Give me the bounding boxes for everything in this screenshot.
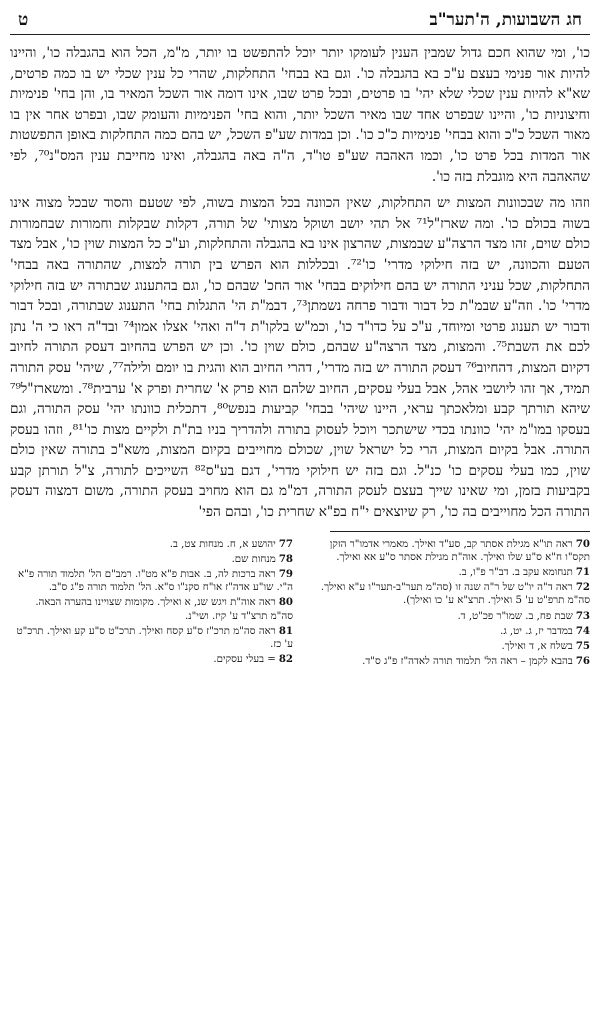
footnote-text: מנחות שם. [231,553,276,565]
footnotes [10,538,590,671]
footnote [10,538,293,551]
footnotes-divider [330,531,590,532]
footnote-number: 72 [575,581,590,594]
footnote-number: 80 [278,596,293,609]
footnote [307,655,590,668]
running-title: חג השבועות, ה'תער"ב [429,10,582,30]
footnote [307,538,590,564]
footnote-number: 75 [575,640,590,653]
footnote [307,610,590,623]
main-text [10,43,590,523]
footnote-text: תנחומא עקב ב. דב"ר פ"ו, ב. [458,567,573,579]
footnote [10,568,293,594]
footnote-number: 71 [575,566,590,579]
page-header [10,8,590,35]
footnote [10,553,293,566]
footnotes-column-left [10,538,293,671]
footnote-number: 82 [278,653,293,666]
footnote-text: ראה ד"ה יו"ט של ר"ה שנה זו (סה"מ תער"ב-תער"ו ע"א ואילך. סה"מ תרפ"ט ע' 5 ואילך. תרצ"א ע' כו ואילך). [320,582,590,607]
page-number: ט [18,10,29,30]
footnote-text: במדבר יז, ג. יט, ג. [500,625,573,637]
footnote-number: 79 [278,568,293,581]
footnote [307,640,590,653]
footnote-text: = בעלי עסקים. [213,654,276,666]
footnote [307,566,590,579]
footnote-text: ראה אוה"ת ויגש שנ, א ואילך. מקומות שצויינו בהערה הבאה. סה"מ תרצ"ד ע' קיז. ושי"נ. [35,597,293,622]
footnote-text: ראה ברכות לה, ב. אבות פ"א מט"ו. רמב"ם הל' תלמוד תורה פ"א ה"י. שו"ע אדה"ז או"ח סקנ"ו ס"א. הל' תלמוד תורה פ"ג ס"ב. [18,569,293,594]
footnote [10,596,293,622]
footnote [10,653,293,666]
footnote-text: ראה סה"מ תרכ"ז ס"ע קסח ואילך. תרכ"ט ס"ע קע ואילך. תרכ"ט ע' כז. [16,625,293,651]
footnote [10,625,293,651]
footnote-number: 74 [575,624,590,637]
footnote-number: 77 [278,537,293,550]
paragraph: וזהו מה שבכוונות המצות יש התחלקות, שאין הכוונה בכל המצות בשוה, לפי שטעם והסוד שבכל מצוה אינו בשוה בכולם כו'. ומה שארז"ל⁷¹ אל תהי יושב ושוקל מצותי' של תורה, דקלות שבקלות וחמורות שבחמורות כולם שוים, זהו מצד הרצה"ע שבמצות, שהרצון אינו בא בהגבלה והתחלקות, וע"כ כל המצות שוין כו', אבל מצד הטעם והכוונה, יש בזה חילוקי מדרי' כו'⁷². ובכללות הוא הפרש בין תורה למצות, שהתורה באה בבחי' התחלקות, שכל עניני התורה יש בהם חילוקים בבחי' אור החכ' שבהם כו', וגם בהתענוג שבתורה יש בזה חילוקי מדרי' כו'. וזה"ע שבמ"ת כל דבור ודבור פרחה נשמתן⁷³, דבמ"ת הי' התגלות בחי' התענוג שבתורה, ובכל דבור ודבור יש תענוג פרטי ומיוחד, ע"כ על כדו"ד כו', וכמ"ש בלקו"ת ד"ה ואהי' אצלו אמון⁷⁴ ובד"ה ראו כי ה' נתן לכם את השבת⁷⁵. והמצות, מצד הרצה"ע שבהם, כולם שוין כו'. וכן יש הפרש בהחיוב דעסק התורה לחיוב דקיום המצות, דהחיוב⁷⁶ דעסק התורה יש בזה מדרי', דהרי החיוב הוא והגית בו יומם ולילה⁷⁷, שיהי' עסק התורה תמיד, אך זהו ליושבי אהל, אבל בעלי עסקים, החיוב שלהם הוא פרק א' שחרית ופרק א' ערבית⁷⁸. ומשארז"ל⁷⁹ שיהא תורתך קבע ומלאכתך עראי, היינו שיהי' בבחי' קביעות בנפש⁸⁰, דתכלית כוונתו יהי' עסק התורה, וגם בעסקו במו"מ יהי' כוונתו בכדי שישתכר ויוכל לעסוק בתורה ולהדריך בניו בת"ת ולקיים מצות כו'⁸¹, וזהו בעסק התורה. אבל בקיום המצות, הרי כל ישראל שוין, שכולם מחוייבים בקיום המצות, משא"כ בתורה שאין כולם שוין, כמו בעלי עסקים כו' כנ"ל. וגם בזה יש חילוקי מדרי', דגם בע"ס⁸² השייכים לתורה, צ"ל תורתן קבע בקביעות בזמן, ומי שאינו שייך בעצם לעסק התורה, דמ"מ גם הוא מחויב בעסק התורה, משום דמצוה דעסק התורה הכל מחוייבים בה כו', רק שיוצאים י"ח בפ"א שחרית כו', ובהם הפי' [10,195,591,521]
footnote [307,581,590,607]
footnote-text: בשלח א, ד ואילך. [501,641,573,653]
footnote-number: 81 [278,624,293,637]
footnote-text: בהבא לקמן – ראה הל' תלמוד תורה לאדה"ז פ"ג ס"ד. [362,656,573,668]
footnote-text: ראה תו"א מגילת אסתר קב, סע"ד ואילך. מאמרי אדמו"ר הזקן תקס"ו ח"א ס"ע שלו ואילך. אוה"ת מגילת אסתר ס"ע אא ואילך. [329,538,590,563]
footnote-number: 73 [575,609,590,622]
footnote [307,625,590,638]
footnotes-column-right [307,538,590,671]
footnote-text: שבת פח, ב. שמו"ר פכ"ט, ד. [457,610,573,622]
paragraph: כו', ומי שהוא חכם גדול שמבין הענין לעומקו יותר יוכל להתפשט בו יותר, מ"מ, הכל הוא בהגבלה כו', והיינו להיות אור פנימי בעצם ע"כ בא בהגבלה כו'. וגם בא בבחי' התחלקות, שהרי כל ענין שכלי יש בו כמה פרטים, שא"א להיות ענין שכלי שלא יהי' בו פרטים, ובכל פרט שבו, אינו דומה אור השכל המאיר בו, והן בחי' פנימיות וחיצוניות כו', והיינו שבפרט אחד שבו מאיר השכל יותר, והוא בחי' הפנימיות והעומק שבו, ובפרט אחר אין בו מאור השכל כ"כ והוא בבחי' פנימיות כ"כ כו'. וכן במדות שע"פ השכל, יש בהם כמה התחלקות באופן התפשטות אור המדות בכל פרט כו', וכמו האהבה שע"פ טו"ד, ה"ה באה בהגבלה, ואינו מחייבת ענין המס"נ⁷⁰, לפי שהאהבה היא מוגבלת בזה כו'. [10,45,590,185]
footnote-number: 76 [575,655,590,668]
footnote-number: 78 [278,552,293,565]
footnote-text: יהושע א, ח. מנחות צט, ב. [169,538,276,550]
footnote-number: 70 [575,537,590,550]
